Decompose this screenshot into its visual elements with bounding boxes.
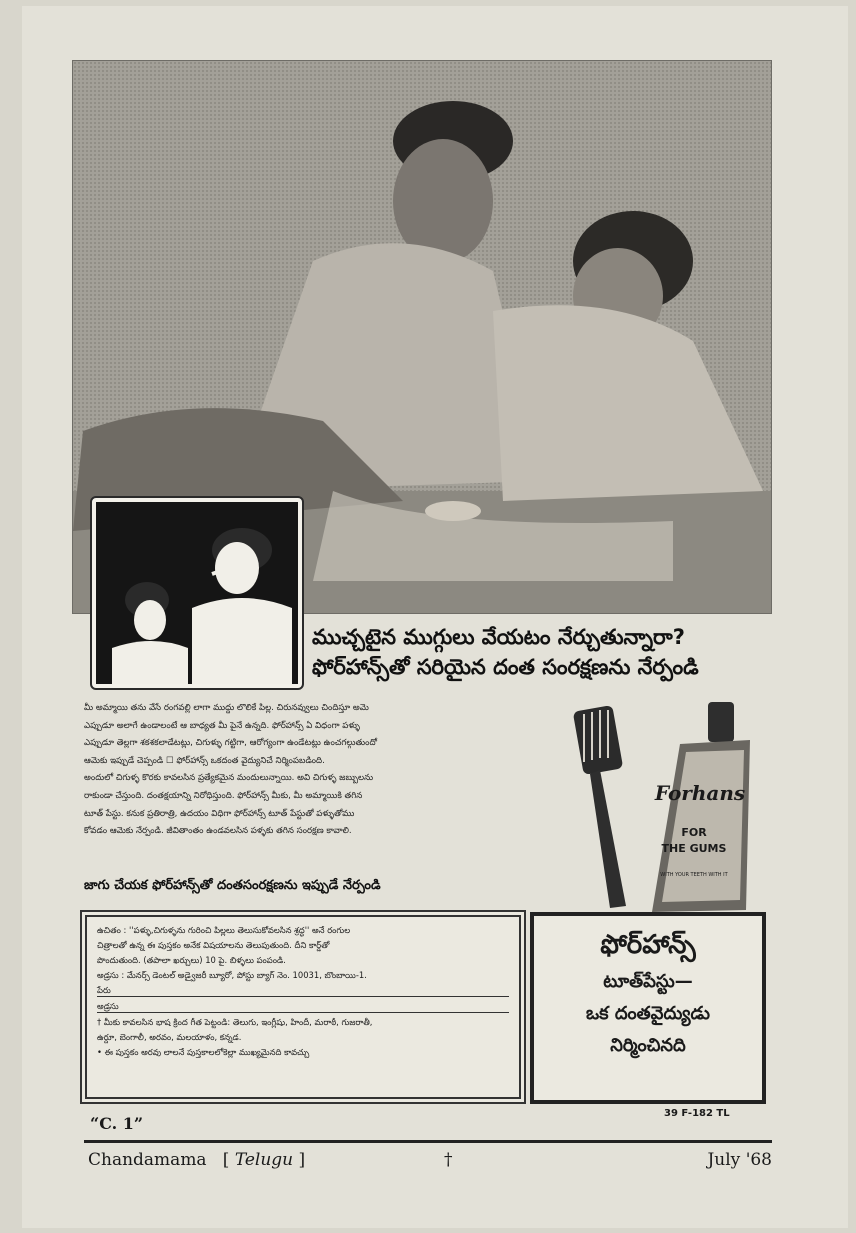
- brand-box: [530, 912, 766, 1104]
- body-line: రాకుండా చేస్తుంది. దంతక్షయాన్ని నిరోధిస్తుంది. ఫోర్‌హాన్స్ మీకు, మీ అమ్మాయికి తగిన: [84, 790, 363, 801]
- footer-publication: Chandamama [ Telugu ]: [88, 1150, 306, 1170]
- body-line: టూత్ పేస్టు. కనుక ప్రతిరాత్రి, ఉదయం విధిగా ఫోర్‌హాన్స్ టూత్ పేస్టుతో పళ్ళుతోము: [84, 808, 355, 819]
- tube-for: FOR: [681, 826, 707, 839]
- body-line: ఎప్పుడూ అలాగే ఉండాలంటే ఆ బాధ్యత మీ పైనే ఉన్నది. ఫోర్‌హాన్స్ ఏ విధంగా పళ్ళు: [84, 720, 361, 731]
- headline-line-1: ముచ్చటైన ముగ్గులు వేయటం నేర్చుతున్నారా?: [312, 625, 685, 649]
- name-label: పేరు: [97, 985, 111, 995]
- toothbrushing-illustration: [90, 496, 304, 690]
- body-line: ఆమెకు ఇప్పుడే చెప్పండి ☐ ఫోర్‌హాన్స్ ఒకదంత వైద్యునిచే నిర్మింపబడింది.: [84, 755, 325, 766]
- coupon-line: పొందుతుంది. (తపాలా ఖర్చులు) 10 పై. బిళ్ళలు పంపండి.: [97, 955, 286, 965]
- footer-magazine: Chandamama: [88, 1150, 207, 1170]
- footer-language: Telugu: [234, 1150, 294, 1170]
- footer-rule: [84, 1140, 772, 1143]
- tube-small-text: WITH YOUR TEETH WITH IT: [660, 872, 728, 878]
- body-line: అందులో చిగుళ్ళ కొరకు కావలసిన ప్రత్యేకమైన మందులున్నాయి. అవి చిగుళ్ళ జబ్బులను: [84, 773, 374, 784]
- address-field[interactable]: [97, 999, 509, 1013]
- body-copy: [84, 700, 554, 841]
- address-label: అడ్రసు: [97, 1001, 119, 1011]
- brand-line: టూత్‌పేస్టు—: [603, 971, 693, 992]
- coupon-line: చిత్రాలతో ఉన్న ఈ పుస్తకం అనేక విషయాలను తెలుపుతుంది. దీని కార్డ్‌తో: [97, 940, 330, 950]
- coupon-note: • ఈ పుస్తకం అరవు లాలనే పుస్తకాలలోకెల్లా ముఖ్యమైనది కావచ్చు: [97, 1047, 310, 1057]
- page-marker: “C. 1”: [90, 1114, 144, 1133]
- footer-date: July '68: [707, 1150, 772, 1170]
- toothbrush-and-tube-illustration: [570, 700, 770, 912]
- coupon-line: అడ్రసు : మేనర్స్ డెంటల్ అడ్వైజరీ బ్యూరో, పోస్టు బ్యాగ్ నెం. 10031, బొంబాయి-1.: [97, 970, 367, 980]
- toothbrush-icon: [573, 705, 626, 908]
- brand-name: ఫోర్‌హాన్స్: [600, 930, 696, 960]
- toothpaste-tube-icon: [652, 702, 750, 912]
- headline: [312, 622, 772, 682]
- brand-line: నిర్మించినది: [610, 1035, 686, 1056]
- body-line: మీ అమ్మాయి తను వేసే రంగవల్లి లాగా ముద్దు లొలికే పిల్ల. చిరునవ్వులు చిందిస్తూ అమె: [84, 703, 369, 713]
- coupon-form: [80, 910, 526, 1104]
- tube-gums: THE GUMS: [661, 842, 727, 855]
- coupon-note: † మీకు కావలసిన భాష క్రింద గీత పెట్టండి: తెలుగు, ఇంగ్లీషు, హిందీ, మరాఠీ, గుజరాతీ,: [97, 1017, 373, 1027]
- footer-dagger: †: [444, 1150, 453, 1170]
- body-line: కోవడం ఆమెకు నేర్పండి. జీవితాంతం ఉండవలసిన పళ్ళకు తగిన సంరక్షణ కావాలి.: [84, 826, 352, 837]
- coupon-line: ఉచితం : ''పళ్ళు,చిగుళ్ళను గురించి పిల్లలు తెలుసుకోవలసిన శ్రద్ధ'' అనే రంగుల: [97, 925, 351, 935]
- brand-line: ఒక దంతవైద్యుడు: [586, 1003, 710, 1024]
- name-field[interactable]: [97, 983, 509, 997]
- ad-code: 39 F-182 TL: [664, 1108, 730, 1119]
- headline-line-2: ఫోర్‌హాన్స్‌తో సరియైన దంత సంరక్షణను నేర్పండి: [312, 655, 699, 679]
- coupon-note: ఉర్దూ, బెంగాలీ, అరవం, మలయాళం, కన్నడ.: [97, 1032, 242, 1042]
- tube-brand: Forhans: [654, 781, 746, 805]
- body-line: ఎప్పుడూ తెల్లగా శకశకలాడేటట్లు, చిగుళ్ళు గట్టిగా, ఆరోగ్యంగా ఉండేటట్లు ఉంచగల్గుతుందో: [84, 738, 377, 749]
- tagline: జాగు చేయక ఫోర్‌హాన్స్‌తో దంతసంరక్షణను ఇప్పుడే నేర్పండి: [84, 878, 381, 893]
